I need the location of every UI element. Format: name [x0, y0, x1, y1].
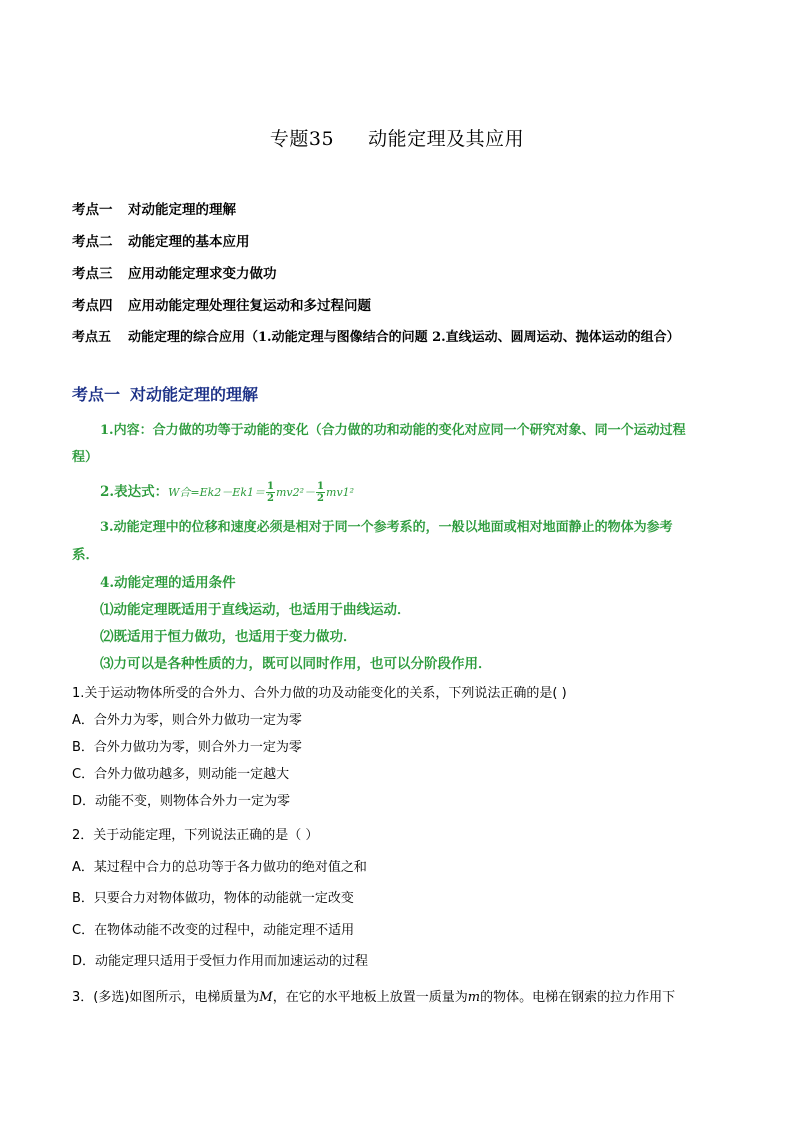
note-content-line1: 1.内容：合力做的功等于动能的变化（合力做的功和动能的变化对应同一个研究对象、同一个运动过程	[100, 423, 686, 438]
q3-stem	[72, 986, 675, 1005]
toc-item	[72, 230, 250, 250]
toc-text: 动能定理的基本应用	[128, 234, 250, 250]
toc-key: 考点五	[72, 330, 112, 345]
note-condition-3: ⑶力可以是各种性质的力，既可以同时作用，也可以分阶段作用．	[100, 656, 492, 672]
note-condition-1: ⑴动能定理既适用于直线运动，也适用于曲线运动．	[100, 602, 411, 618]
section-key: 考点一	[72, 385, 121, 404]
q2-option-b: B．只要合力对物体做功，物体的动能就一定改变	[72, 891, 354, 906]
q1-option-b: B．合外力做功为零，则合外力一定为零	[72, 740, 302, 755]
note-reference-line2: 系．	[72, 547, 99, 563]
fraction-num: 1	[267, 481, 274, 492]
fraction-den: 2	[317, 493, 325, 504]
toc-key: 考点一	[72, 202, 113, 218]
toc-text: 应用动能定理处理往复运动和多过程问题	[128, 298, 371, 314]
note-expression-label: 2.表达式：	[100, 484, 169, 500]
q1-option-c: C．合外力做功越多，则动能一定越大	[72, 767, 290, 782]
toc-key: 考点三	[72, 266, 113, 282]
q3-var-m: m	[467, 990, 481, 1005]
q3-stem-part: 3．(多选)如图所示，电梯质量为	[72, 990, 260, 1005]
toc-text: 应用动能定理求变力做功	[128, 266, 277, 282]
q3-stem-part: ，在它的水平地板上放置一质量为	[272, 990, 468, 1005]
q2-option-c: C．在物体动能不改变的过程中，动能定理不适用	[72, 923, 355, 938]
title-sub: 动能定理及其应用	[368, 128, 525, 150]
q2-option-d: D．动能定理只适用于受恒力作用而加速运动的过程	[72, 954, 369, 969]
note-condition-2: ⑵既适用于恒力做功，也适用于变力做功．	[100, 629, 357, 645]
toc-item	[72, 262, 277, 282]
toc-text: 动能定理的综合应用（1.动能定理与图像结合的问题 2.直线运动、圆周运动、抛体运动的组合）	[128, 330, 680, 345]
formula-term2: mv1²	[326, 486, 355, 499]
q1-stem: 1.关于运动物体所受的合外力、合外力做的功及动能变化的关系，下列说法正确的是( )	[72, 686, 567, 701]
toc-item	[72, 198, 236, 218]
q3-stem-part: 的物体。电梯在钢索的拉力作用下	[480, 990, 676, 1005]
q1-option-d: D．动能不变，则物体合外力一定为零	[72, 794, 291, 809]
note-expression	[100, 480, 354, 504]
q2-option-a: A．某过程中合力的总功等于各力做功的绝对值之和	[72, 860, 367, 875]
note-content-line2: 程）	[72, 450, 99, 465]
formula-term1: mv2²－	[275, 486, 316, 499]
fraction-den: 2	[267, 493, 274, 504]
page-title	[0, 124, 794, 151]
title-main: 专题35	[269, 128, 335, 150]
toc-item	[72, 326, 680, 345]
q1-option-a: A．合外力为零，则合外力做功一定为零	[72, 713, 302, 728]
section-text: 对动能定理的理解	[130, 385, 259, 404]
fraction-half	[316, 481, 325, 504]
toc-key: 考点二	[72, 234, 113, 250]
note-reference-line1: 3.动能定理中的位移和速度必须是相对于同一个参考系的，一般以地面或相对地面静止的物体为参考	[100, 520, 673, 535]
toc-item	[72, 294, 371, 314]
toc-key: 考点四	[72, 298, 113, 314]
formula-left: W合=Ek2－Ek1＝	[168, 486, 266, 499]
note-conditions: 4.动能定理的适用条件	[100, 575, 236, 591]
fraction-half	[266, 481, 275, 504]
section-heading	[72, 382, 258, 405]
q3-var-M: M	[259, 990, 273, 1005]
fraction-num: 1	[317, 481, 325, 492]
q2-stem: 2．关于动能定理，下列说法正确的是（ ）	[72, 828, 319, 843]
toc-text: 对动能定理的理解	[128, 202, 236, 218]
